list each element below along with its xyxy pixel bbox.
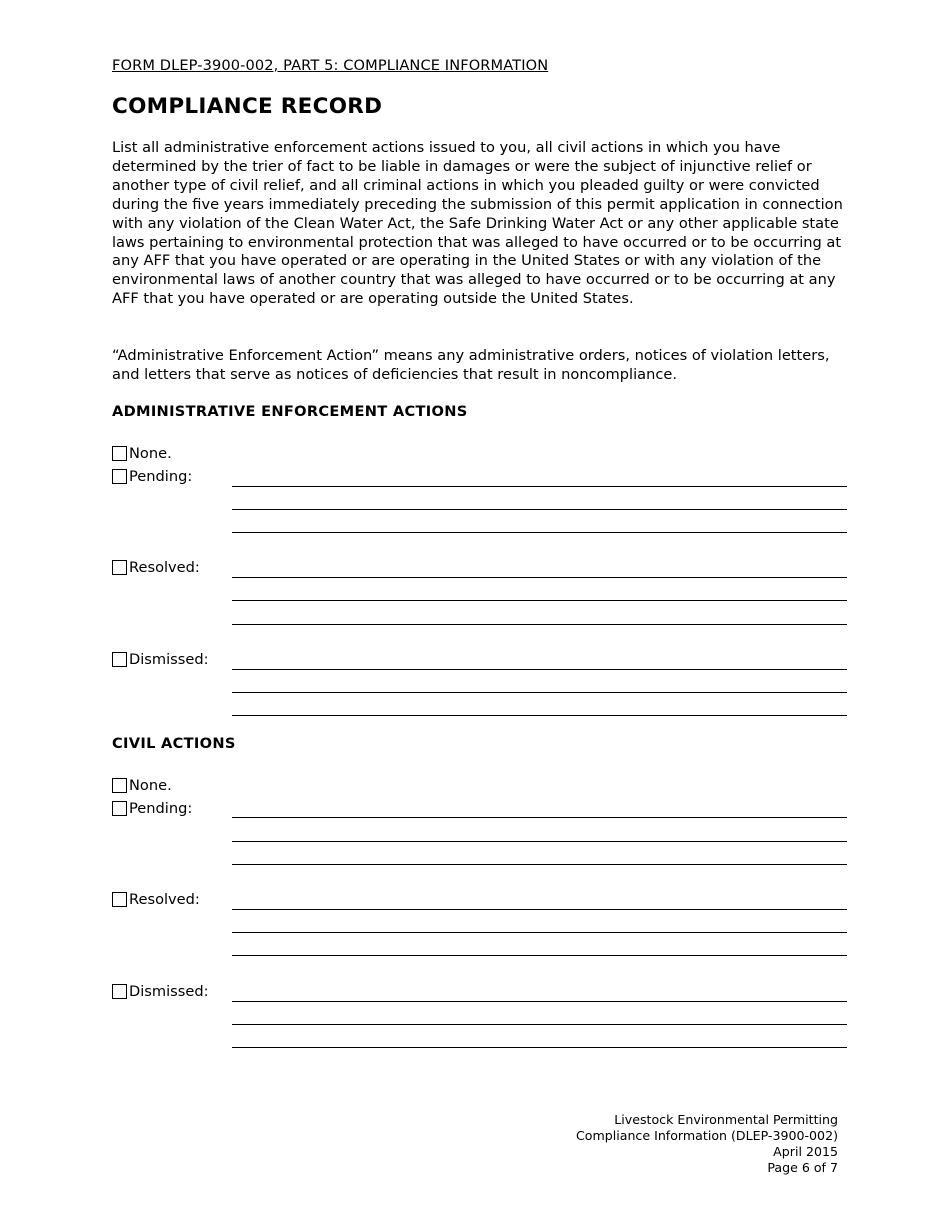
civil-none-option[interactable] <box>112 775 172 795</box>
civil-resolved-checkbox[interactable] <box>112 892 127 907</box>
admin-none-label: None. <box>129 444 172 462</box>
document-page <box>112 0 848 1230</box>
admin-resolved-option[interactable] <box>112 557 200 577</box>
admin-none-option[interactable] <box>112 443 172 463</box>
footer-form-name: Compliance Information (DLEP-3900-002) <box>575 1128 838 1143</box>
civil-pending-option[interactable] <box>112 798 192 818</box>
civil-pending-line-2[interactable] <box>232 841 847 842</box>
page-title: COMPLIANCE RECORD <box>112 94 383 119</box>
admin-resolved-line-1[interactable] <box>232 577 847 578</box>
admin-pending-label: Pending: <box>129 467 193 485</box>
form-header: FORM DLEP-3900-002, PART 5: COMPLIANCE INFORMATION <box>112 57 549 74</box>
civil-resolved-option[interactable] <box>112 889 200 909</box>
admin-pending-line-1[interactable] <box>232 486 847 487</box>
instructions-paragraph: List all administrative enforcement actions issued to you, all civil actions in which you have determined by the trier of fact to be liable in damages or were the subject of injunctive relief or another type of civil relief, and all criminal actions in which you pleaded guilty or were convicted during the five years immediately preceding the submission of this permit application in connection with any violation of the Clean Water Act, the Safe Drinking Water Act or any other applicable state laws pertaining to environmental protection that was alleged to have occurred or to be occurring at any AFF that you have operated or are operating in the United States or with any violation of the environmental laws of another country that was alleged to have occurred or to be occurring at any AFF that you have operated or are operating outside the United States. <box>112 139 843 308</box>
definition-paragraph: “Administrative Enforcement Action” means any administrative orders, notices of violation letters, and letters that serve as notices of deficiencies that result in noncompliance. <box>112 347 830 383</box>
admin-resolved-checkbox[interactable] <box>112 560 127 575</box>
admin-dismissed-label: Dismissed: <box>129 650 209 668</box>
civil-pending-label: Pending: <box>129 799 193 817</box>
admin-resolved-label: Resolved: <box>129 558 200 576</box>
civil-dismissed-line-2[interactable] <box>232 1024 847 1025</box>
civil-none-label: None. <box>129 776 172 794</box>
admin-dismissed-line-1[interactable] <box>232 669 847 670</box>
admin-pending-line-3[interactable] <box>232 532 847 533</box>
civil-pending-line-3[interactable] <box>232 864 847 865</box>
admin-pending-line-2[interactable] <box>232 509 847 510</box>
civil-pending-checkbox[interactable] <box>112 801 127 816</box>
admin-dismissed-checkbox[interactable] <box>112 652 127 667</box>
civil-dismissed-line-1[interactable] <box>232 1001 847 1002</box>
footer-page-number: Page 6 of 7 <box>767 1160 838 1175</box>
civil-dismissed-label: Dismissed: <box>129 982 209 1000</box>
admin-resolved-line-3[interactable] <box>232 624 847 625</box>
civil-resolved-line-3[interactable] <box>232 955 847 956</box>
civil-dismissed-line-3[interactable] <box>232 1047 847 1048</box>
footer-program: Livestock Environmental Permitting <box>614 1112 838 1127</box>
admin-dismissed-option[interactable] <box>112 649 209 669</box>
admin-pending-checkbox[interactable] <box>112 469 127 484</box>
civil-actions-heading: CIVIL ACTIONS <box>112 735 236 752</box>
civil-resolved-line-1[interactable] <box>232 909 847 910</box>
admin-resolved-line-2[interactable] <box>232 600 847 601</box>
admin-dismissed-line-3[interactable] <box>232 715 847 716</box>
admin-none-checkbox[interactable] <box>112 446 127 461</box>
admin-dismissed-line-2[interactable] <box>232 692 847 693</box>
civil-dismissed-option[interactable] <box>112 981 209 1001</box>
civil-resolved-label: Resolved: <box>129 890 200 908</box>
admin-actions-heading: ADMINISTRATIVE ENFORCEMENT ACTIONS <box>112 403 468 420</box>
footer-date: April 2015 <box>773 1144 838 1159</box>
civil-none-checkbox[interactable] <box>112 778 127 793</box>
page-footer <box>576 1112 838 1176</box>
civil-resolved-line-2[interactable] <box>232 932 847 933</box>
admin-pending-option[interactable] <box>112 466 192 486</box>
civil-pending-line-1[interactable] <box>232 817 847 818</box>
civil-dismissed-checkbox[interactable] <box>112 984 127 999</box>
